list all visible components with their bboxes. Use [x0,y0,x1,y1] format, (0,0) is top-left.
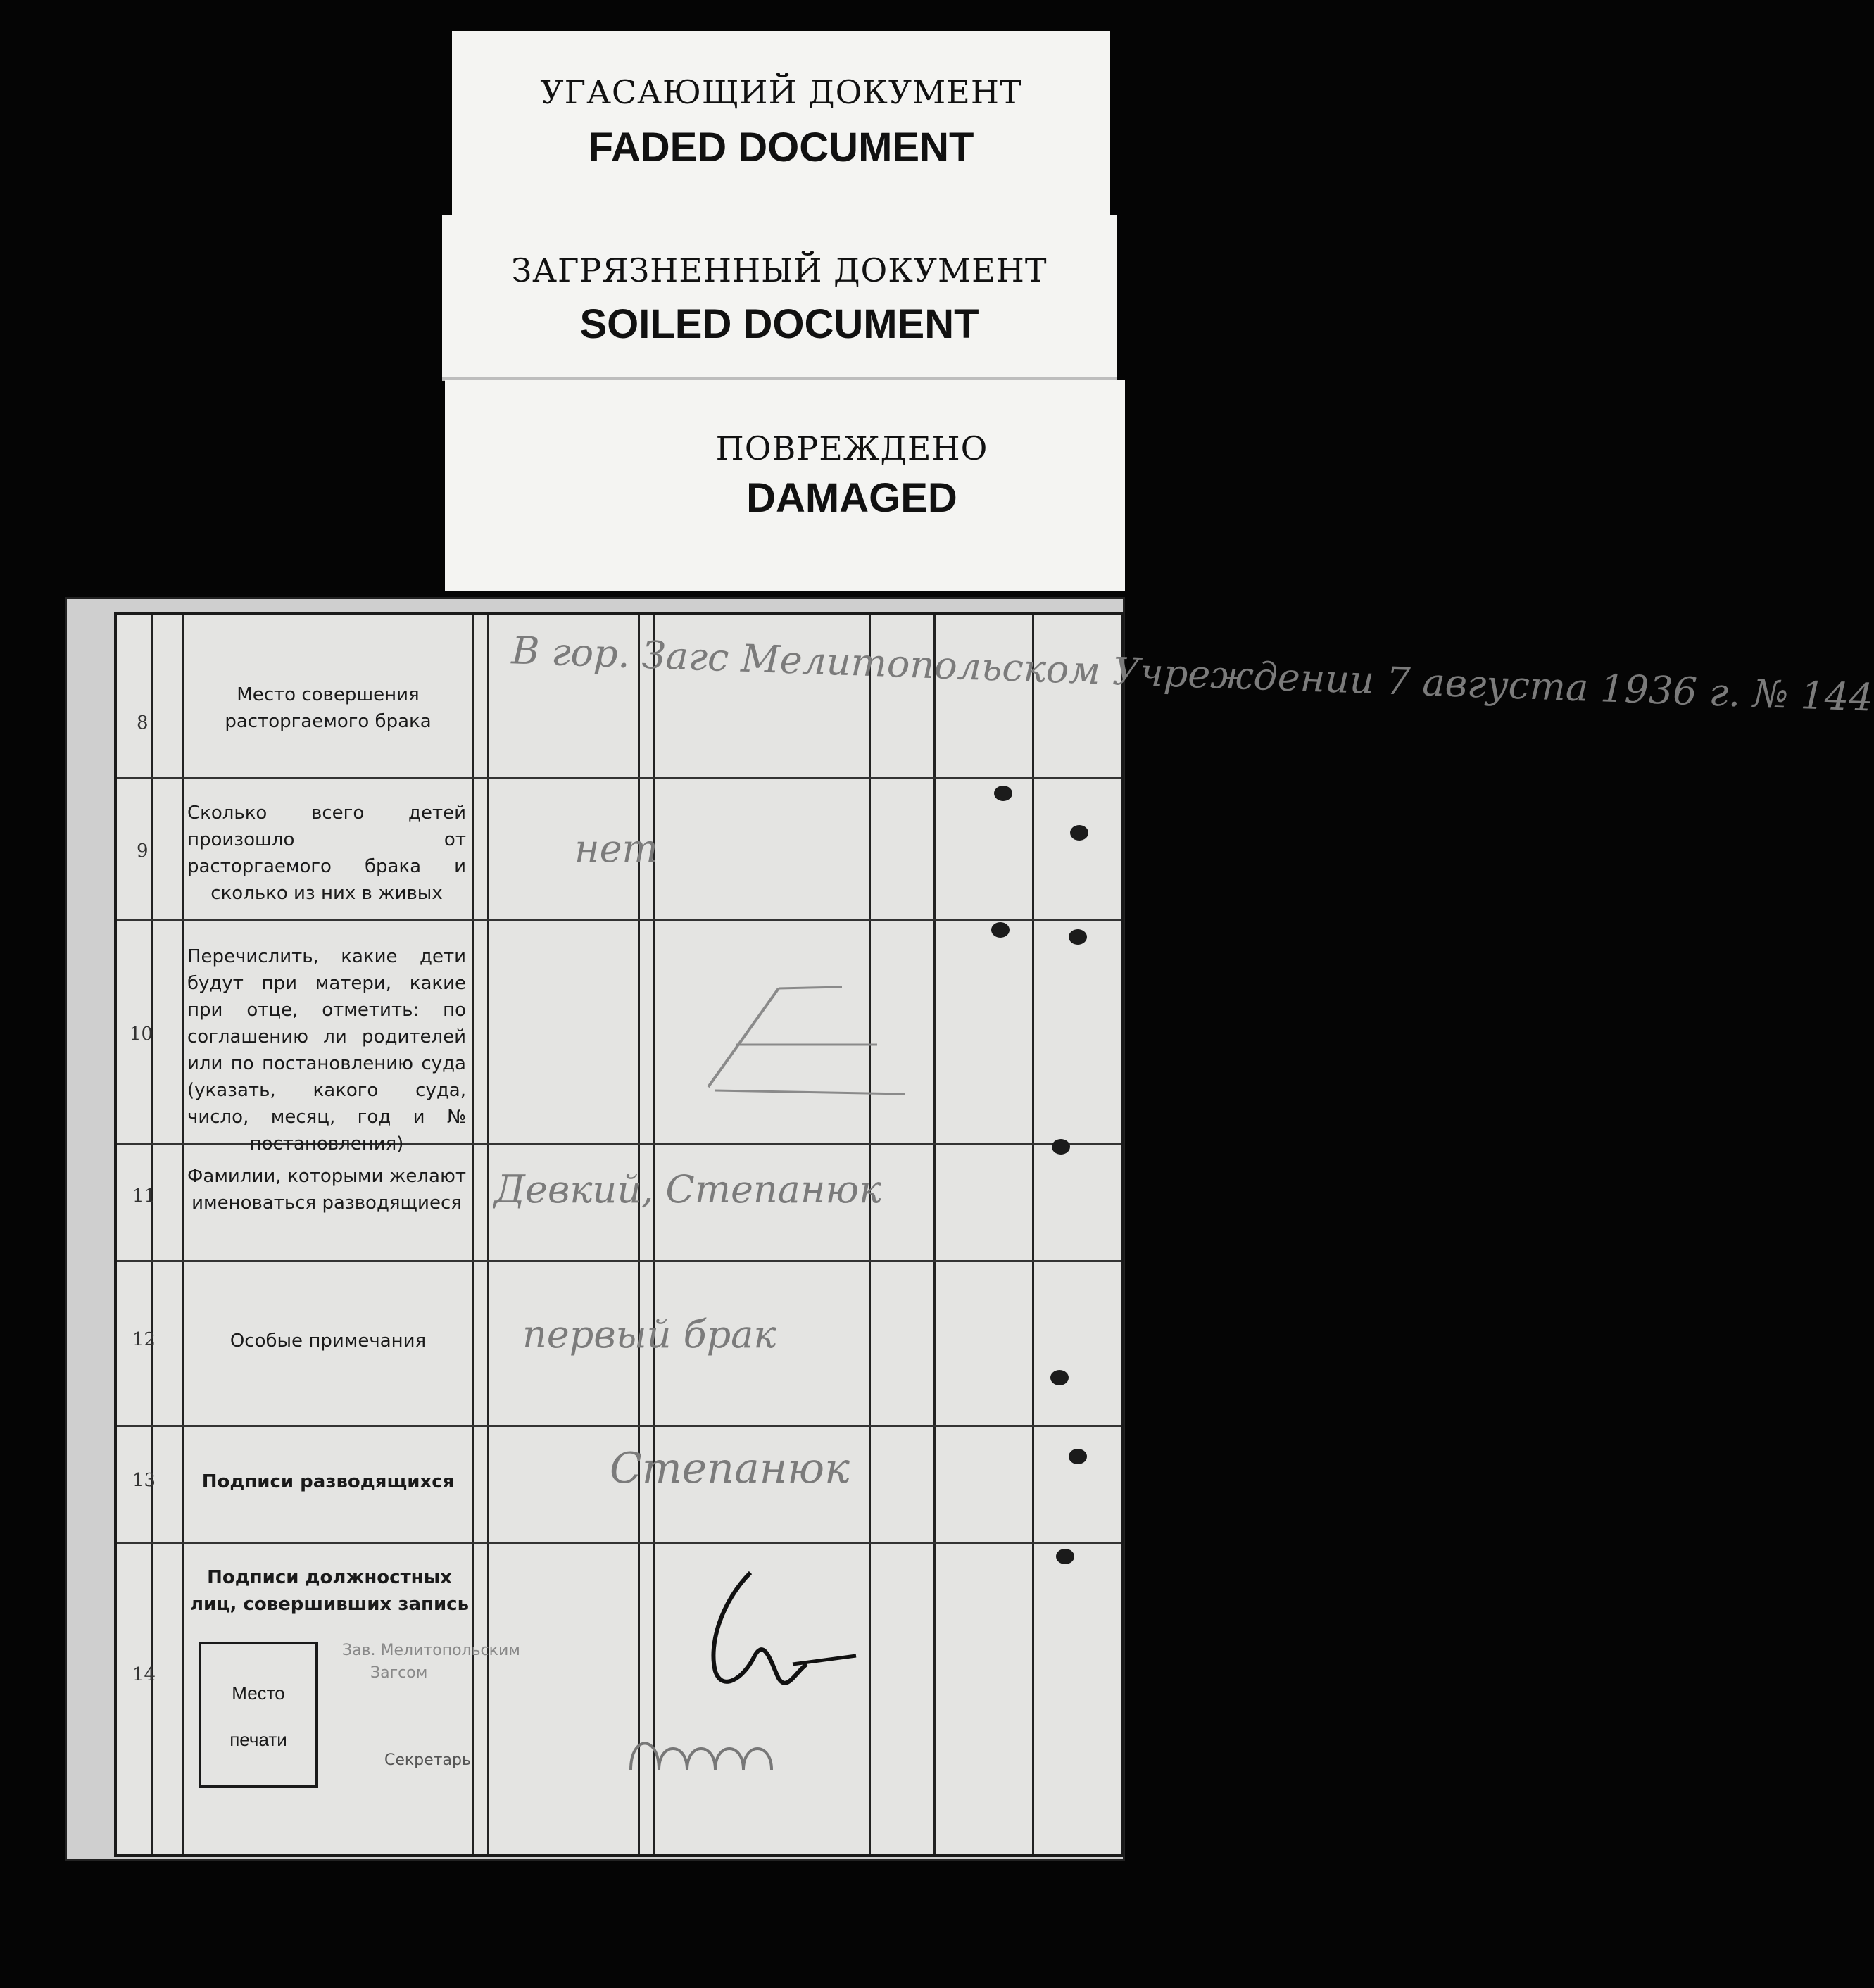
field-label-children-custody: Перечислить, какие дети будут при матери, какие при отце, отметить: по соглашению ли родителей или по постановлению суда (указать, какого суда, число, месяц, год и № постановления) [187,946,466,1155]
entry-marriage-place: В гор. Загс Мелитопольском Учреждении 7 августа 1936 г. № 144 [510,628,1874,720]
seal-place-label-bottom: печати [229,1729,287,1750]
row-number: 8 [137,712,149,734]
punch-hole [994,786,1012,801]
punch-hole [1056,1549,1074,1564]
entry-surnames: Девкий, Степанюк [494,1167,882,1212]
damaged-flag-en: DAMAGED [746,475,957,521]
seal-place-box [199,1642,318,1788]
field-label-signatures-officials: Подписи должностных лиц, совершивших запись [189,1567,470,1615]
field-label-marriage-place: Место совершения расторгаемого брака [225,684,432,732]
faded-flag-en: FADED DOCUMENT [588,125,974,170]
row-number: 13 [132,1470,156,1491]
entry-signature-divorcing: Степанюк [610,1444,850,1493]
row-rule [117,919,1121,921]
soiled-flag-en: SOILED DOCUMENT [579,301,979,347]
row-number: 11 [132,1185,156,1207]
row-rule [117,1425,1121,1427]
row-rule [117,777,1121,779]
row-rule [117,1260,1121,1262]
column-rule [869,615,871,1854]
row-number: 12 [132,1329,156,1350]
column-rule [933,615,936,1854]
damaged-document-flag [445,380,1125,591]
column-rule [182,615,184,1854]
soiled-document-flag [442,215,1117,381]
row-rule [117,1542,1121,1544]
secretary-label: Секретарь [384,1751,471,1769]
damaged-flag-ru: ПОВРЕЖДЕНО [715,429,988,467]
official-stamp-line2: Загсом [370,1664,428,1682]
punch-hole [991,922,1010,938]
cross-out-mark [694,967,919,1122]
column-rule [487,615,489,1854]
soiled-flag-ru: ЗАГРЯЗНЕННЫЙ ДОКУМЕНТ [511,251,1048,289]
field-label-children-count: Сколько всего детей произошло от расторгаемого брака и сколько из них в живых [187,803,466,904]
punch-hole [1050,1370,1069,1385]
divorce-record-form [114,612,1874,1857]
punch-hole [1069,929,1087,945]
field-label-special-notes: Особые примечания [229,1330,427,1352]
row-number: 14 [132,1664,156,1685]
faded-document-flag [452,31,1110,225]
row-number: 9 [137,841,149,862]
row-number: 10 [130,1024,153,1045]
official-stamp-line1: Зав. Мелитопольским [342,1642,520,1659]
column-rule [472,615,474,1854]
punch-hole [1069,1449,1087,1464]
seal-place-label-top: Место [232,1682,285,1704]
official-signatures [603,1559,856,1798]
entry-special-notes: первый брак [522,1312,776,1357]
field-label-signatures-divorcing: Подписи разводящихся [201,1471,455,1492]
punch-hole [1070,825,1088,841]
field-label-surnames: Фамилии, которыми желают именоваться разводящиеся [187,1166,466,1214]
faded-flag-ru: УГАСАЮЩИЙ ДОКУМЕНТ [540,73,1022,111]
column-rule [1032,615,1034,1854]
punch-hole [1052,1139,1070,1155]
entry-children-count: нет [574,826,658,871]
